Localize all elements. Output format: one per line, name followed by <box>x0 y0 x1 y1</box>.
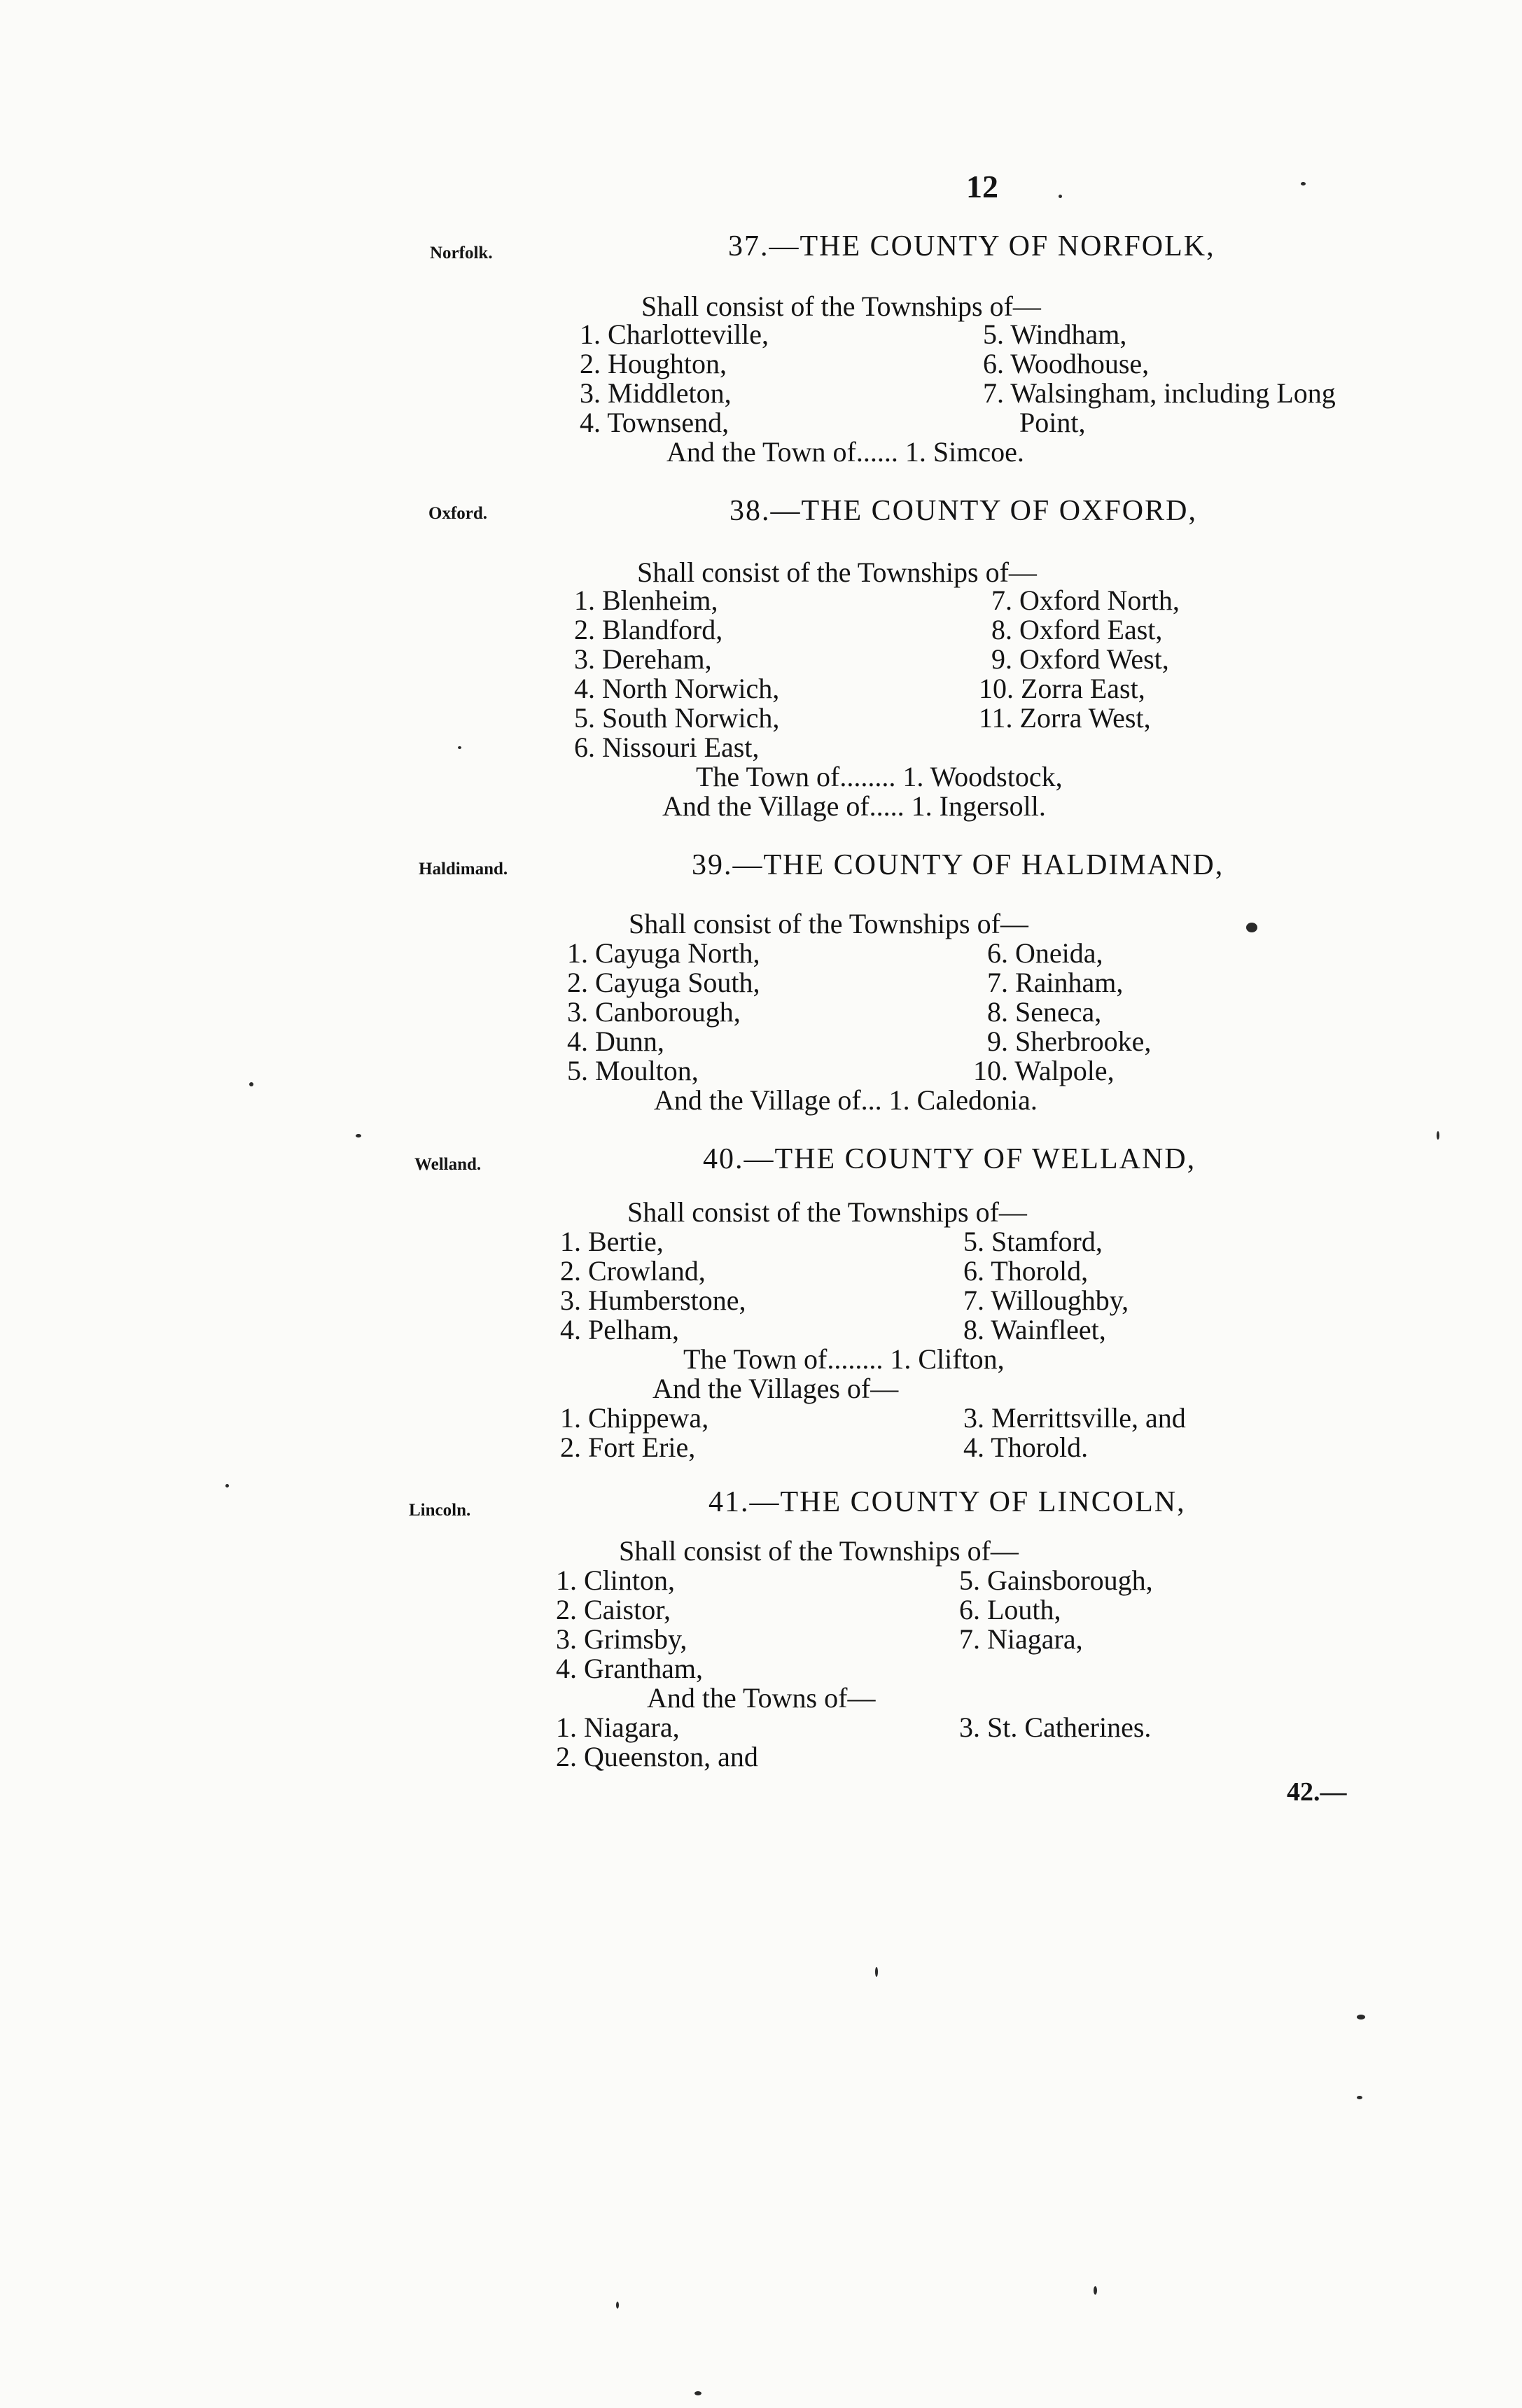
entry: 1. Clinton, <box>556 1564 676 1596</box>
entry: 10. Walpole, <box>973 1055 1115 1086</box>
section-heading: 40.—THE COUNTY OF WELLAND, <box>703 1143 1196 1175</box>
side-label: Oxford. <box>428 504 488 523</box>
entry: 6. Louth, <box>959 1594 1061 1625</box>
entry: 6. Oneida, <box>987 937 1103 969</box>
entry: 2. Queenston, and <box>556 1741 758 1772</box>
entry: 9. Sherbrooke, <box>987 1026 1152 1057</box>
entry: 1. Charlotteville, <box>580 318 769 350</box>
entry: 7. Rainham, <box>987 967 1124 998</box>
intro-line: Shall consist of the Townships of— <box>629 908 1028 939</box>
entry: 2. Fort Erie, <box>560 1432 696 1463</box>
section-heading: 41.—THE COUNTY OF LINCOLN, <box>708 1486 1186 1518</box>
entry: 1. Niagara, <box>556 1712 680 1743</box>
entry: 9. Oxford West, <box>991 643 1169 675</box>
signature-mark: 42.— <box>1287 1777 1347 1807</box>
entry: 4. Thorold. <box>963 1432 1089 1463</box>
side-label: Welland. <box>414 1155 482 1174</box>
entry: 11. Zorra West, <box>979 702 1151 734</box>
intro-line: Shall consist of the Townships of— <box>627 1196 1027 1228</box>
entry: 8. Wainfleet, <box>963 1314 1106 1345</box>
town-line: And the Town of...... 1. Simcoe. <box>666 436 1024 468</box>
intro-line: Shall consist of the Townships of— <box>619 1535 1019 1567</box>
section-heading: 38.—THE COUNTY OF OXFORD, <box>729 495 1197 527</box>
entry: 1. Blenheim, <box>574 584 718 616</box>
section-heading: 37.—THE COUNTY OF NORFOLK, <box>728 230 1215 262</box>
entry: 4. Townsend, <box>580 407 729 438</box>
entry: 3. Middleton, <box>580 377 732 409</box>
entry: 6. Thorold, <box>963 1255 1089 1287</box>
entry: 2. Houghton, <box>580 348 727 379</box>
villages-line: And the Villages of— <box>652 1373 899 1404</box>
entry: 2. Blandford, <box>574 614 723 645</box>
entry: 5. South Norwich, <box>574 702 780 734</box>
side-label: Lincoln. <box>409 1501 471 1520</box>
entry: 7. Niagara, <box>959 1623 1083 1655</box>
entry: 7. Walsingham, including Long <box>983 377 1336 409</box>
town-line: The Town of........ 1. Woodstock, <box>696 761 1063 792</box>
entry: 3. Dereham, <box>574 643 712 675</box>
entry: 8. Seneca, <box>987 996 1102 1028</box>
section-heading: 39.—THE COUNTY OF HALDIMAND, <box>692 849 1224 881</box>
entry: 10. Zorra East, <box>979 673 1145 704</box>
entry: 3. Grimsby, <box>556 1623 687 1655</box>
entry: 7. Oxford North, <box>991 584 1180 616</box>
entry: 4. Dunn, <box>567 1026 664 1057</box>
entry: 4. Pelham, <box>560 1314 679 1345</box>
village-line: And the Village of... 1. Caledonia. <box>654 1084 1038 1116</box>
entry: 1. Chippewa, <box>560 1402 709 1434</box>
side-label: Norfolk. <box>430 244 493 262</box>
entry: 2. Cayuga South, <box>567 967 760 998</box>
page-number: 12 <box>966 169 998 204</box>
entry: 1. Bertie, <box>560 1226 664 1257</box>
entry: 3. Merrittsville, and <box>963 1402 1186 1434</box>
entry: 2. Crowland, <box>560 1255 706 1287</box>
entry: 4. Grantham, <box>556 1653 703 1684</box>
side-label: Haldimand. <box>419 860 508 878</box>
town-line: The Town of........ 1. Clifton, <box>683 1343 1005 1375</box>
entry: 5. Gainsborough, <box>959 1564 1153 1596</box>
entry: 5. Moulton, <box>567 1055 699 1086</box>
entry: Point, <box>1019 407 1086 438</box>
entry: 8. Oxford East, <box>991 614 1163 645</box>
intro-line: Shall consist of the Townships of— <box>637 556 1037 588</box>
entry: 6. Nissouri East, <box>574 732 760 763</box>
entry: 3. Humberstone, <box>560 1284 746 1316</box>
entry: 2. Caistor, <box>556 1594 671 1625</box>
intro-line: Shall consist of the Townships of— <box>641 290 1041 322</box>
entry: 6. Woodhouse, <box>983 348 1150 379</box>
entry: 3. Canborough, <box>567 996 741 1028</box>
entry: 7. Willoughby, <box>963 1284 1129 1316</box>
towns-line: And the Towns of— <box>647 1682 876 1714</box>
entry: 1. Cayuga North, <box>567 937 760 969</box>
entry: 3. St. Catherines. <box>959 1712 1152 1743</box>
entry: 5. Windham, <box>983 318 1127 350</box>
village-line: And the Village of..... 1. Ingersoll. <box>662 790 1046 822</box>
entry: 4. North Norwich, <box>574 673 780 704</box>
entry: 5. Stamford, <box>963 1226 1103 1257</box>
